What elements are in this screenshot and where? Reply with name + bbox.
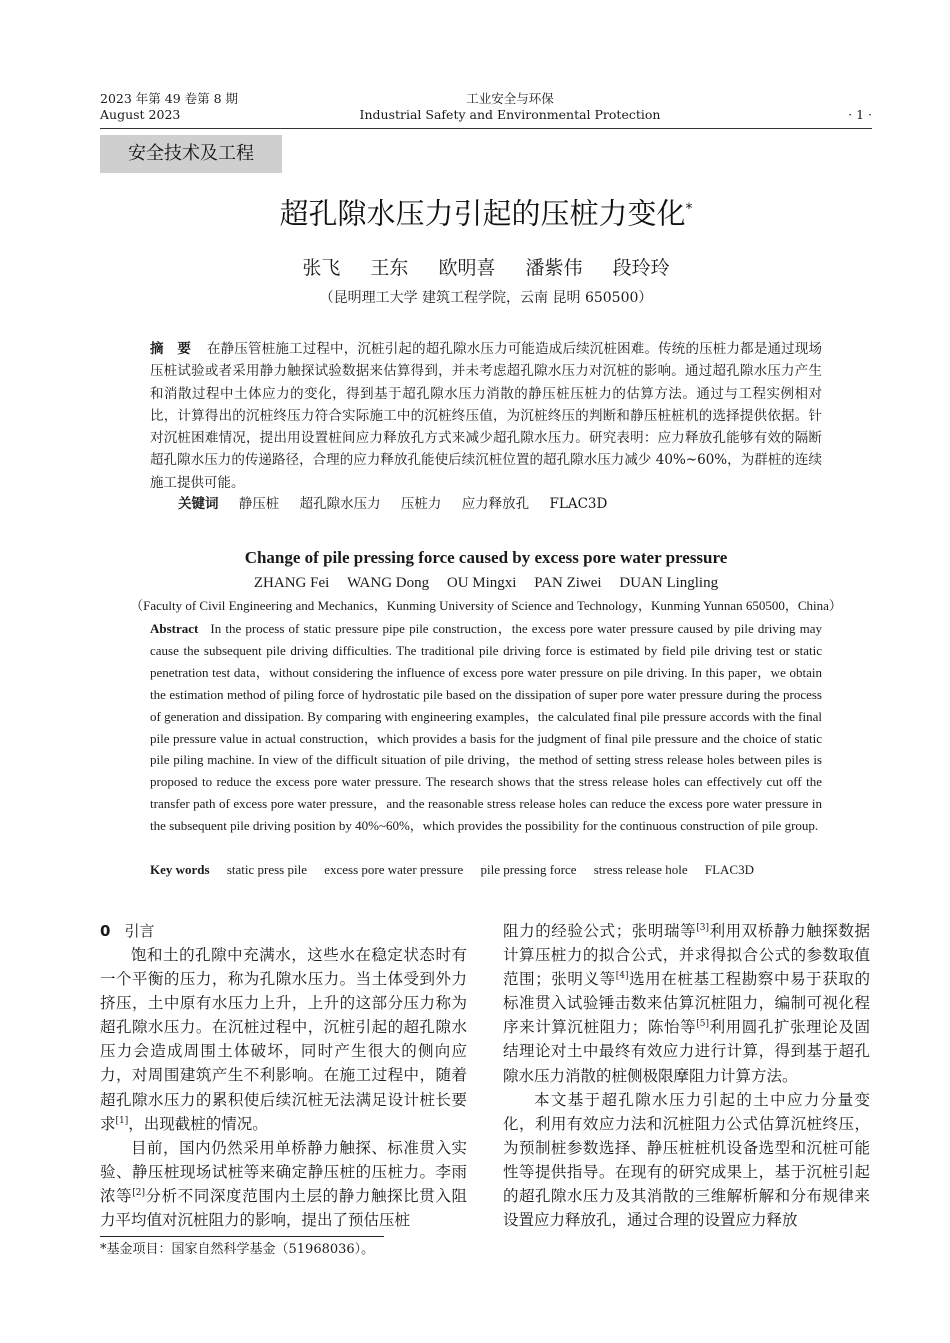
header-divider [100, 128, 872, 129]
keywords-cn-label: 关键词 [178, 496, 219, 512]
keyword-en: pile pressing force [480, 862, 577, 877]
paragraph-text: 分析不同深度范围内土层的静力触探比贯入阻力平均值对沉桩阻力的影响，提出了预估压桩 [100, 1186, 467, 1230]
running-header-journal [300, 91, 720, 123]
issue-en: August 2023 [100, 107, 181, 122]
paragraph-text: 目前，国内仍然采用单桥静力触探、标准贯入实验、静压桩现场试桩等来确定静压桩的压桩力。李雨浓等 [100, 1138, 467, 1205]
title-text: 超孔隙水压力引起的压桩力变化 [279, 196, 686, 231]
author-en: WANG Dong [347, 575, 430, 591]
author-en: DUAN Lingling [619, 575, 719, 591]
abstract-cn-label: 摘 要 [150, 341, 192, 357]
keyword-cn: 静压桩 [238, 496, 280, 512]
article-title-cn [100, 188, 872, 235]
paragraph-text: 本文基于超孔隙水压力引起的土中应力分量变化，利用有效应力法和沉桩阻力公式估算沉桩终压，为预制桩参数选择、静压桩桩机设备选型和沉桩可能性等提供指导。在现有的研究成果上，基于沉桩引起的超孔隙水压力及其消散的三维解析解和分布规律来设置应力释放孔，通过合理的设置应力释放 [503, 1090, 870, 1230]
section-title: 引言 [124, 922, 155, 940]
paragraph-text: 阻力的经验公式；张明瑞等 [503, 922, 697, 940]
citation: [4] [615, 971, 629, 982]
article-title-en: Change of pile pressing force caused by excess pore water pressure [244, 548, 728, 567]
citation: [3] [696, 922, 709, 933]
paragraph [100, 1136, 467, 1232]
keywords-cn [178, 494, 838, 514]
author-cn: 段玲玲 [612, 257, 670, 279]
keyword-en: stress release hole [593, 862, 688, 877]
authors-cn [100, 254, 872, 282]
paragraph-text: 利用双桥静力触探数据计算压桩力的拟合公式，并求得拟合公式的参数取值范围；张明义等 [503, 922, 870, 989]
footnote-funding: *基金项目：国家自然科学基金（51968036）。 [100, 1242, 375, 1257]
affiliation-cn: （昆明理工大学 建筑工程学院，云南 昆明 650500） [319, 290, 653, 306]
footnote-divider [100, 1236, 384, 1237]
keyword-en: excess pore water pressure [324, 862, 464, 877]
keyword-cn: 超孔隙水压力 [299, 496, 381, 512]
section-number: 0 [100, 922, 111, 940]
author-cn: 张飞 [302, 257, 341, 279]
paragraph-text: 利用圆孔扩张理论及固结理论对土中最终有效应力进行计算，得到基于超孔隙水压力消散的桩侧极限摩阻力计算方法。 [503, 1018, 870, 1085]
abstract-cn-text: 在静压管桩施工过程中，沉桩引起的超孔隙水压力可能造成后续沉桩困难。传统的压桩力都是通过现场压桩试验或者采用静力触探试验数据来估算得到，并未考虑超孔隙水压力对沉桩的影响。通过超孔隙水压力产生和消散过程中土体应力的变化，得到基于超孔隙水压力消散的静压桩压桩力的估算方法。通过与工程实例相对比，计算得出的沉桩终压力符合实际施工中的沉桩终压值，为沉桩终压的判断和静压桩桩机的选择提供依据。针对沉桩困难情况，提出用设置桩间应力释放孔方式来减少超孔隙水压力。研究表明：应力释放孔能够有效的隔断超孔隙水压力的传递路径，合理的应力释放孔能使后续沉桩位置的超孔隙水压力减少 40%~60%，为群桩的连续施工提供可能。 [150, 341, 823, 491]
running-header-issue [100, 91, 238, 123]
journal-en: Industrial Safety and Environmental Protection [359, 107, 661, 122]
citation: [5] [696, 1019, 709, 1030]
body-column-left [100, 919, 467, 1232]
author-en: PAN Ziwei [534, 575, 602, 591]
paragraph [100, 943, 467, 1136]
paragraph [503, 1088, 870, 1233]
section-label: 安全技术及工程 [100, 135, 282, 173]
author-cn: 潘紫伟 [525, 257, 583, 279]
author-en: ZHANG Fei [253, 575, 330, 591]
affiliation-en: （Faculty of Civil Engineering and Mechanics，Kunming University of Science and Technology，Kunming Yunnan 650500，China） [130, 598, 842, 613]
keyword-cn: FLAC3D [549, 496, 608, 512]
author-en: OU Mingxi [446, 575, 517, 591]
keyword-cn: 应力释放孔 [461, 496, 530, 512]
issue-cn: 2023 年第 49 卷第 8 期 [100, 91, 239, 106]
page-number: · 1 · [848, 107, 872, 122]
paragraph-text: 饱和土的孔隙中充满水，这些水在稳定状态时有一个平衡的压力，称为孔隙水压力。当土体受到外力挤压，土中原有水压力上升，上升的这部分压力称为超孔隙水压力。在沉桩过程中，沉桩引起的超孔隙水压力会造成周围土体破坏，同时产生很大的侧向应力，对周围建筑产生不利影响。在施工过程中，随着超孔隙水压力的累积使后续沉桩无法满足设计桩长要求 [100, 946, 467, 1133]
body-column-right [503, 919, 870, 1232]
journal-cn: 工业安全与环保 [466, 91, 554, 106]
title-footnote-mark: * [685, 201, 693, 217]
authors-en [100, 573, 872, 593]
author-cn: 王东 [370, 257, 409, 279]
abstract-cn [150, 338, 822, 494]
section-heading-intro [100, 919, 467, 943]
abstract-en-text: In the process of static pressure pipe pile construction，the excess pore water pressure caused by pile driving may cause the subsequent pile driving difficulties. The traditional pile driving force is estimated by field pile driving test or static penetration test data，without considering the influence of excess pore water pressure on pile driving. In this paper，we obtain the estimation method of piling force of hydrostatic pile based on the dissipation of super pore water pressure during the process of generation and dissipation. By comparing with engineering examples，the calculated final pile pressure accords with the final pile pressure value in actual construction，which provides a basis for the judgment of final pile pressure and the choice of static pile piling machine. In view of the difficult situation of pile driving，the method of setting stress release holes between piles is proposed to reduce the excess pore water pressure. The research shows that the stress release holes can effectively cut off the transfer path of excess pore water pressure，and the reasonable stress release holes can reduce the excess pore water pressure in the subsequent pile driving position by 40%~60%，which provides the possibility for the continuous construction of pile group. [150, 621, 822, 834]
keyword-cn: 压桩力 [400, 496, 442, 512]
keyword-en: static press pile [226, 862, 307, 877]
keywords-en [150, 860, 850, 880]
keywords-en-label: Key words [150, 862, 210, 877]
keyword-en: FLAC3D [704, 862, 754, 877]
citation: [1] [115, 1115, 129, 1126]
paragraph [503, 919, 870, 1088]
citation: [2] [132, 1187, 145, 1198]
paragraph-text: 选用在桩基工程勘察中易于获取的标准贯入试验锤击数来估算沉桩阻力，编制可视化程序来计算沉桩阻力；陈怡等 [503, 970, 870, 1037]
abstract-en [150, 618, 822, 837]
paragraph-text: ，出现截桩的情况。 [128, 1114, 268, 1133]
author-cn: 欧明喜 [438, 257, 496, 279]
abstract-en-label: Abstract [150, 621, 199, 636]
